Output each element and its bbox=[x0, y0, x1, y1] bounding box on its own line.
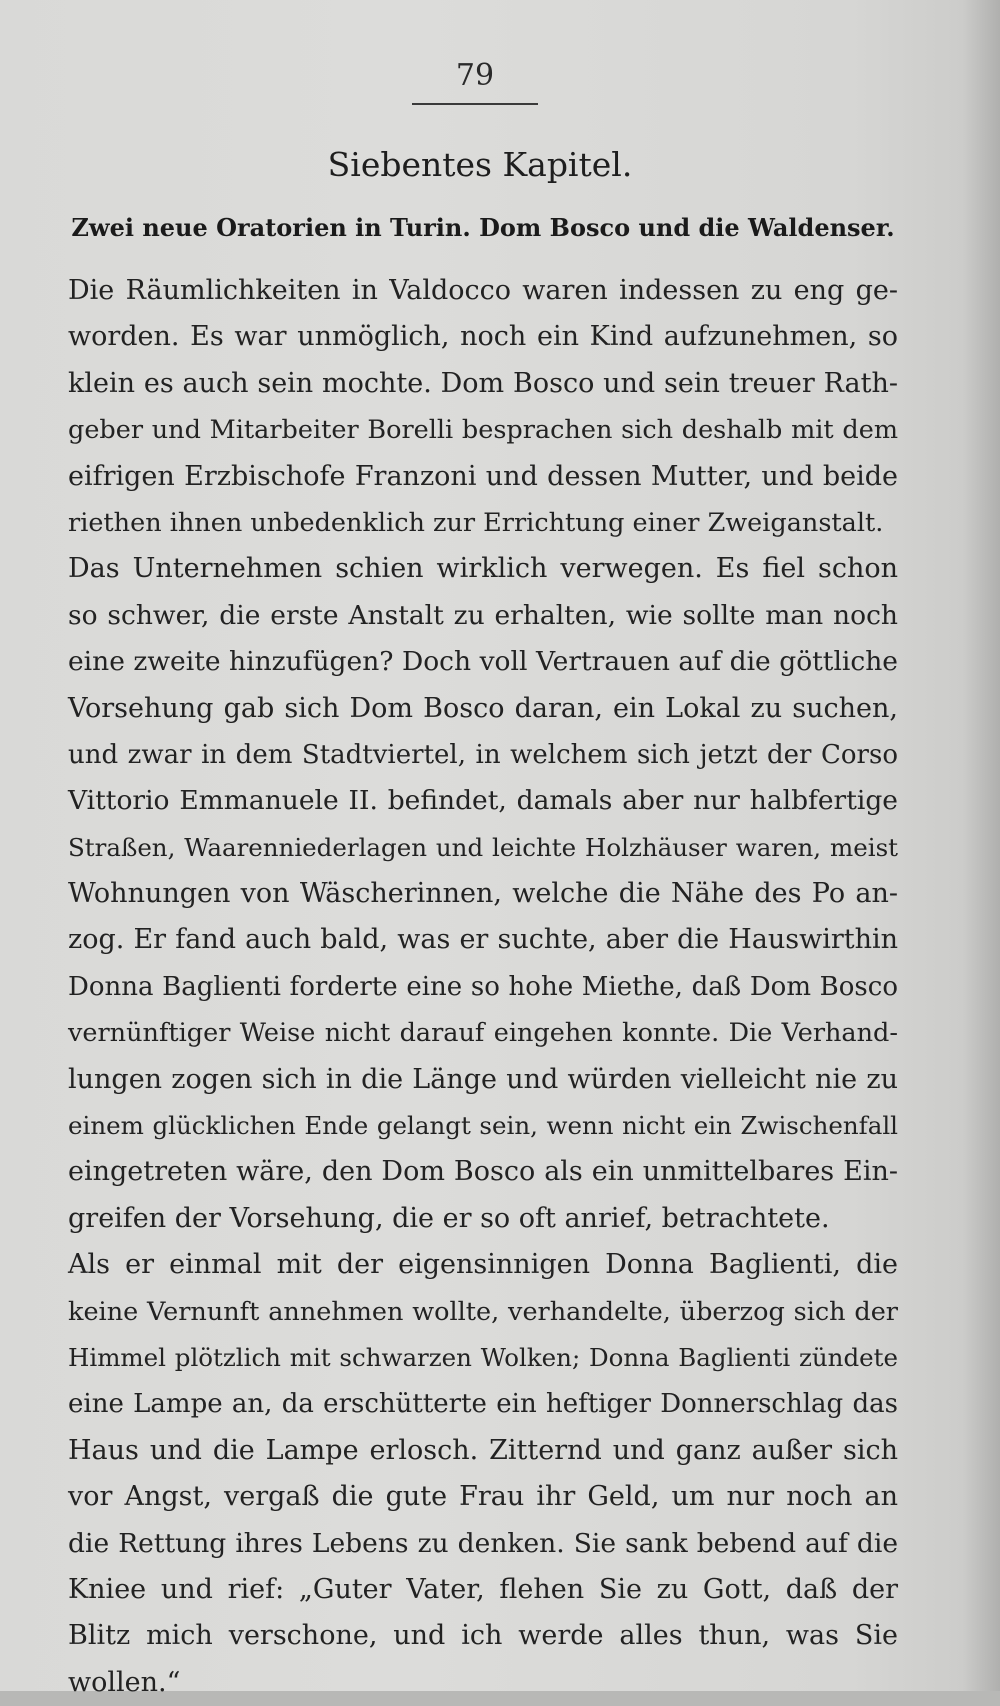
text-line: Vittorio Emmanuele II. befindet, damals aber nur halbfertige bbox=[68, 785, 898, 817]
page-number: 79 bbox=[455, 58, 495, 93]
text-line: vernünftiger Weise nicht darauf eingehen konnte. Die Verhand- bbox=[68, 1018, 898, 1049]
text-line: zog. Er fand auch bald, was er suchte, aber die Hauswirthin bbox=[68, 924, 898, 956]
text-line: wollen.“ bbox=[68, 1666, 181, 1698]
text-line: Als er einmal mit der eigensinnigen Donna Baglienti, die bbox=[68, 1249, 898, 1281]
text-line: Die Räumlichkeiten in Valdocco waren indessen zu eng ge- bbox=[68, 275, 898, 306]
text-line: greifen der Vorsehung, die er so oft anrief, betrachtete. bbox=[68, 1202, 830, 1234]
text-line: riethen ihnen unbedenklich zur Errichtung einer Zweiganstalt. bbox=[68, 507, 884, 538]
text-line: klein es auch sein mochte. Dom Bosco und sein treuer Rath- bbox=[68, 367, 898, 399]
text-line: Vorsehung gab sich Dom Bosco daran, ein Lokal zu suchen, bbox=[68, 692, 898, 724]
text-line: Wohnungen von Wäscherinnen, welche die Nähe des Po an- bbox=[68, 878, 898, 910]
text-line: Straßen, Waarenniederlagen und leichte Holzhäuser waren, meist bbox=[68, 832, 898, 862]
text-line: Kniee und rief: „Guter Vater, flehen Sie zu Gott, daß der bbox=[68, 1573, 898, 1605]
text-line: Haus und die Lampe erlosch. Zitternd und ganz außer sich bbox=[68, 1434, 898, 1466]
header-rule bbox=[412, 103, 538, 105]
text-line: worden. Es war unmöglich, noch ein Kind aufzunehmen, so bbox=[68, 321, 898, 353]
text-line: Donna Baglienti forderte eine so hohe Miethe, daß Dom Bosco bbox=[68, 971, 898, 1002]
body-text bbox=[68, 268, 898, 1706]
text-line: eifrigen Erzbischofe Franzoni und dessen Mutter, und beide bbox=[68, 460, 898, 492]
text-line: so schwer, die erste Anstalt zu erhalten, wie sollte man noch bbox=[68, 599, 898, 631]
text-line: Blitz mich verschone, und ich werde alles thun, was Sie bbox=[68, 1620, 898, 1652]
text-line: die Rettung ihres Lebens zu denken. Sie sank bebend auf die bbox=[68, 1527, 898, 1559]
chapter-subtitle: Zwei neue Oratorien in Turin. Dom Bosco und die Waldenser. bbox=[71, 213, 895, 242]
text-line: einem glücklichen Ende gelangt sein, wenn nicht ein Zwischenfall bbox=[68, 1111, 898, 1141]
text-line: keine Vernunft annehmen wollte, verhandelte, überzog sich der bbox=[68, 1296, 898, 1327]
text-line: Himmel plötzlich mit schwarzen Wolken; Donna Baglienti zündete bbox=[68, 1342, 898, 1372]
text-line: eingetreten wäre, den Dom Bosco als ein unmittelbares Ein- bbox=[68, 1156, 898, 1188]
text-line: eine zweite hinzufügen? Doch voll Vertrauen auf die göttliche bbox=[68, 646, 898, 678]
text-line: und zwar in dem Stadtviertel, in welchem sich jetzt der Corso bbox=[68, 739, 898, 770]
text-line: vor Angst, vergaß die gute Frau ihr Geld, um nur noch an bbox=[68, 1481, 898, 1513]
text-line: geber und Mitarbeiter Borelli besprachen sich deshalb mit dem bbox=[68, 415, 898, 446]
text-line: eine Lampe an, da erschütterte ein heftiger Donnerschlag das bbox=[68, 1389, 898, 1420]
text-line: Das Unternehmen schien wirklich verwegen. Es fiel schon bbox=[68, 553, 898, 585]
binding-shadow bbox=[962, 0, 1000, 1691]
text-line: lungen zogen sich in die Länge und würden vielleicht nie zu bbox=[68, 1063, 898, 1095]
chapter-title: Siebentes Kapitel. bbox=[327, 145, 633, 184]
